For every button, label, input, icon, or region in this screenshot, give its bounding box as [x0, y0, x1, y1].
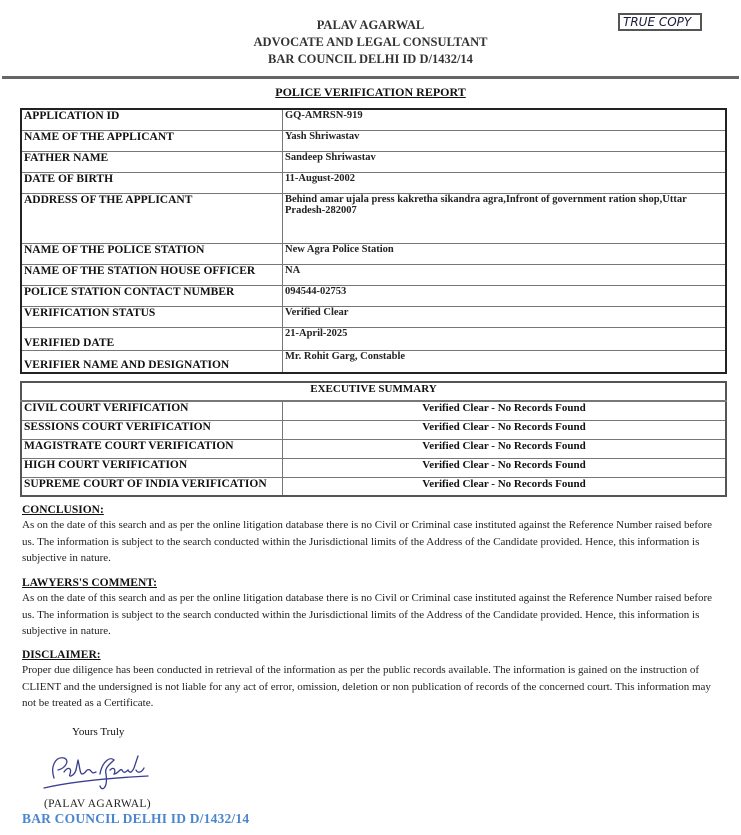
signatory-name: (PALAV AGARWAL): [44, 798, 151, 810]
table-row: [21, 439, 726, 458]
table-row: [21, 477, 726, 496]
applicant-details-table: [20, 108, 727, 374]
table-row: [21, 193, 726, 243]
disclaimer-body: Proper due diligence has been conducted in retrieval of the information as per the public records available. The information is gained on the instruction of CLIENT and the undersigned is not liable for any act of error, omission, deletion or non publication of records of the concerned court. This information may not be treated as a Certificate.: [22, 664, 711, 709]
field-label: APPLICATION ID: [21, 109, 283, 130]
conclusion-heading: CONCLUSION:: [22, 504, 104, 516]
table-row: [21, 401, 726, 420]
field-label: FATHER NAME: [21, 151, 283, 172]
advocate-bar-council-id: BAR COUNCIL DELHI ID D/1432/14: [268, 52, 473, 66]
field-value: Sandeep Shriwastav: [283, 151, 727, 172]
field-value: 11-August-2002: [283, 172, 727, 193]
field-label: NAME OF THE STATION HOUSE OFFICER: [21, 264, 283, 285]
field-value: Mr. Rohit Garg, Constable: [283, 350, 727, 373]
signatory-bar-council-id: BAR COUNCIL DELHI ID D/1432/14: [22, 811, 250, 826]
table-row: [21, 172, 726, 193]
court-label: SESSIONS COURT VERIFICATION: [21, 420, 283, 439]
field-value: Behind amar ujala press kakretha sikandra agra,Infront of government ration shop,Uttar Pradesh-282007: [283, 193, 727, 243]
field-label: DATE OF BIRTH: [21, 172, 283, 193]
lawyers-comment-heading: LAWYERS'S COMMENT:: [22, 577, 157, 589]
field-label: POLICE STATION CONTACT NUMBER: [21, 285, 283, 306]
field-label: NAME OF THE POLICE STATION: [21, 243, 283, 264]
closing-salutation: Yours Truly: [72, 726, 125, 738]
disclaimer-section: [22, 648, 722, 712]
field-value: GQ-AMRSN-919: [283, 109, 727, 130]
field-value: 094544-02753: [283, 285, 727, 306]
executive-summary-table: [20, 381, 727, 497]
court-status: Verified Clear - No Records Found: [283, 401, 727, 420]
conclusion-section: [22, 503, 722, 567]
court-status: Verified Clear - No Records Found: [283, 477, 727, 496]
table-row: [21, 327, 726, 350]
field-value: Verified Clear: [283, 306, 727, 327]
field-label: VERIFICATION STATUS: [21, 306, 283, 327]
table-row: [21, 285, 726, 306]
field-label: VERIFIER NAME AND DESIGNATION: [21, 350, 283, 373]
court-label: CIVIL COURT VERIFICATION: [21, 401, 283, 420]
table-row: [21, 243, 726, 264]
table-row: [21, 130, 726, 151]
header-divider: [2, 76, 739, 79]
table-row: [21, 109, 726, 130]
table-row: [21, 350, 726, 373]
handwritten-signature-icon: [40, 748, 160, 796]
report-title: POLICE VERIFICATION REPORT: [275, 85, 466, 99]
lawyers-comment-section: [22, 576, 722, 640]
executive-summary-title: EXECUTIVE SUMMARY: [21, 382, 726, 401]
field-value: New Agra Police Station: [283, 243, 727, 264]
table-header-row: [21, 382, 726, 401]
advocate-name: PALAV AGARWAL: [316, 18, 425, 32]
table-row: [21, 458, 726, 477]
court-label: MAGISTRATE COURT VERIFICATION: [21, 439, 283, 458]
court-status: Verified Clear - No Records Found: [283, 458, 727, 477]
conclusion-body: As on the date of this search and as per the online litigation database there is no Civil or Criminal case instituted against the Reference Number raised before us. The information is subject to the search conducted within the Jurisdictional limits of the Address of the Candidate provided. Hence, this information is subjective in nature.: [22, 519, 713, 564]
table-row: [21, 151, 726, 172]
lawyers-comment-body: As on the date of this search and as per the online litigation database there is no Civil or Criminal case instituted against the Reference Number raised before us. The information is subject to the search conducted within the Jurisdictional limits of the Address of the Candidate provided. Hence, this information is subjective in nature.: [22, 592, 713, 637]
field-value: Yash Shriwastav: [283, 130, 727, 151]
table-row: [21, 306, 726, 327]
field-label: VERIFIED DATE: [21, 327, 283, 350]
table-row: [21, 264, 726, 285]
court-status: Verified Clear - No Records Found: [283, 439, 727, 458]
table-row: [21, 420, 726, 439]
field-label: NAME OF THE APPLICANT: [21, 130, 283, 151]
field-value: NA: [283, 264, 727, 285]
advocate-title: ADVOCATE AND LEGAL CONSULTANT: [253, 35, 488, 49]
true-copy-stamp: TRUE COPY: [618, 13, 702, 31]
field-label: ADDRESS OF THE APPLICANT: [21, 193, 283, 243]
field-value: 21-April-2025: [283, 327, 727, 350]
court-label: SUPREME COURT OF INDIA VERIFICATION: [21, 477, 283, 496]
court-status: Verified Clear - No Records Found: [283, 420, 727, 439]
court-label: HIGH COURT VERIFICATION: [21, 458, 283, 477]
disclaimer-heading: DISCLAIMER:: [22, 649, 101, 661]
